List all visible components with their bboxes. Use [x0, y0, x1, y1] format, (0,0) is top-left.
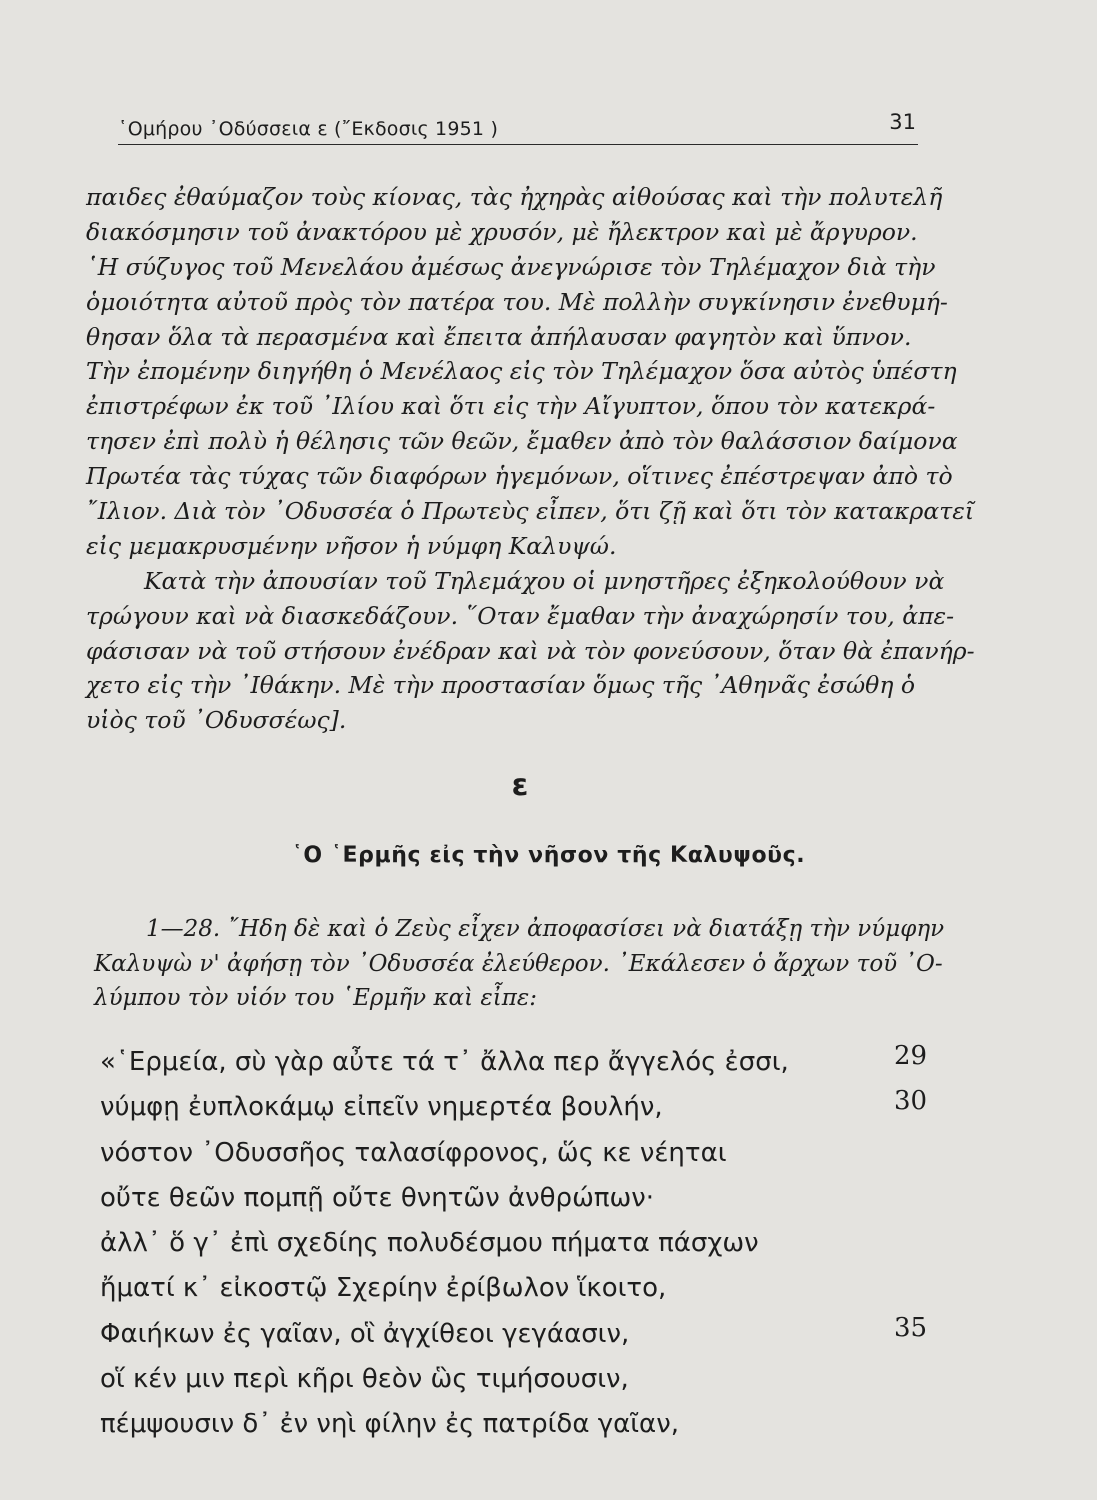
summary-line: 1—28. ῎Ηδη δὲ καὶ ὁ Ζεὺς εἶχεν ἀποφασίσει νὰ διατάξῃ τὴν νύμφην — [146, 916, 945, 942]
verse-line — [100, 1266, 950, 1311]
verse-text: «῾Ερμεία, σὺ γὰρ αὖτε τά τ᾿ ἄλλα περ ἄγγελός ἐσσι, — [100, 1047, 789, 1077]
commentary-line: ῾Η σύζυγος τοῦ Μενελάου ἀμέσως ἀνεγνώρισε τὸν Τηλέμαχον διὰ τὴν — [86, 252, 936, 281]
commentary-line: Τὴν ἐπομένην διηγήθη ὁ Μενέλαος εἰς τὸν Τηλέμαχον ὅσα αὐτὸς ὑπέστη — [86, 357, 957, 386]
commentary-line: ἐπιστρέφων ἐκ τοῦ ᾿Ιλίου καὶ ὅτι εἰς τὴν Αἴγυπτον, ὅπου τὸν κατεκρά- — [86, 392, 936, 421]
verse-text: νόστον ᾿Οδυσσῆος ταλασίφρονος, ὥς κε νέηται — [100, 1137, 727, 1168]
verse-text: νύμφῃ ἐυπλοκάμῳ εἰπεῖν νημερτέα βουλήν, — [100, 1092, 663, 1123]
header-title: ῾Ομήρου ᾿Οδύσσεια ε (῎Εκδοσις 1951 ) — [118, 118, 499, 140]
verse-text: ἤματί κ᾿ εἰκοστῷ Σχερίην ἐρίβωλον ἵκοιτο, — [100, 1273, 667, 1304]
commentary-line: τησεν ἐπὶ πολὺ ἡ θέλησις τῶν θεῶν, ἔμαθεν ἀπὸ τὸν θαλάσσιον δαίμονα — [86, 427, 958, 456]
commentary-line: τρώγουν καὶ νὰ διασκεδάζουν. ῞Οταν ἔμαθαν τὴν ἀναχώρησίν του, ἀπε- — [86, 601, 955, 630]
commentary-line: εἰς μεμακρυσμένην νῆσον ἡ νύμφη Καλυψώ. — [86, 531, 617, 560]
commentary-line: παιδες ἐθαύμαζον τοὺς κίονας, τὰς ἠχηρὰς αἰθούσας καὶ τὴν πολυτελῆ — [86, 183, 943, 211]
summary-text — [94, 912, 944, 1016]
page-number: 31 — [889, 110, 916, 134]
commentary-line: ῎Ιλιον. Διὰ τὸν ᾿Οδυσσέα ὁ Πρωτεὺς εἶπεν, ὅτι ζῇ καὶ ὅτι τὸν κατακρατεῖ — [86, 497, 975, 526]
commentary-line: φάσισαν νὰ τοῦ στήσουν ἐνέδραν καὶ νὰ τὸν φονεύσουν, ὅταν θὰ ἐπανήρ- — [86, 636, 975, 665]
commentary-line: Κατὰ τὴν ἀπουσίαν τοῦ Τηλεμάχου οἱ μνηστῆρες ἐξηκολούθουν νὰ — [144, 566, 945, 595]
summary-line: Καλυψὼ ν' ἀφήσῃ τὸν ᾿Οδυσσέα ἐλεύθερον. ᾿Εκάλεσεν ὁ ἄρχων τοῦ ᾿Ο- — [94, 950, 943, 977]
verse-line — [100, 1085, 950, 1130]
verse-number: 29 — [894, 1041, 928, 1071]
summary-line: λύμπου τὸν υἱόν του ῾Ερμῆν καὶ εἶπε: — [94, 985, 537, 1011]
verse-line — [100, 1040, 950, 1085]
verse-line — [100, 1221, 950, 1266]
commentary-line: χετο εἰς τὴν ᾿Ιθάκην. Μὲ τὴν προστασίαν ὅμως τῆς ᾿Αθηνᾶς ἐσώθη ὁ — [86, 671, 916, 700]
running-header — [118, 104, 918, 145]
verse-line — [100, 1357, 950, 1402]
verse-text: Φαιήκων ἐς γαῖαν, οἳ ἀγχίθεοι γεγάασιν, — [100, 1318, 630, 1349]
verse-block — [100, 1040, 950, 1448]
commentary-line: θησαν ὅλα τὰ περασμένα καὶ ἔπειτα ἀπήλαυσαν φαγητὸν καὶ ὕπνον. — [86, 322, 912, 351]
verse-text: ἀλλ᾿ ὅ γ᾿ ἐπὶ σχεδίης πολυδέσμου πήματα πάσχων — [100, 1228, 759, 1259]
commentary-line: υἱὸς τοῦ ᾿Οδυσσέως]. — [86, 706, 347, 735]
book-letter: ε — [511, 768, 529, 803]
verse-line — [100, 1312, 950, 1357]
commentary-text — [86, 180, 975, 738]
verse-line — [100, 1402, 950, 1447]
commentary-line: Πρωτέα τὰς τύχας τῶν διαφόρων ἡγεμόνων, οἵτινες ἐπέστρεψαν ἀπὸ τὸ — [86, 462, 953, 491]
verse-number: 35 — [894, 1312, 928, 1343]
verse-text: οἵ κέν μιν περὶ κῆρι θεὸν ὣς τιμήσουσιν, — [100, 1364, 629, 1395]
verse-text: πέμψουσιν δ᾿ ἐν νηὶ φίλην ἐς πατρίδα γαῖαν, — [100, 1409, 679, 1440]
verse-text: οὔτε θεῶν πομπῇ οὔτε θνητῶν ἀνθρώπων· — [100, 1182, 655, 1213]
verse-number: 30 — [894, 1086, 928, 1117]
commentary-line: ὁμοιότητα αὐτοῦ πρὸς τὸν πατέρα του. Μὲ πολλὴν συγκίνησιν ἐνεθυμή- — [86, 287, 948, 316]
section-title: ῾Ο ῾Ερμῆς εἰς τὴν νῆσον τῆς Καλυψοῦς. — [291, 843, 806, 868]
commentary-line: διακόσμησιν τοῦ ἀνακτόρου μὲ χρυσόν, μὲ ἤλεκτρον καὶ μὲ ἄργυρον. — [86, 217, 918, 246]
verse-line — [100, 1131, 950, 1176]
verse-line — [100, 1176, 950, 1221]
